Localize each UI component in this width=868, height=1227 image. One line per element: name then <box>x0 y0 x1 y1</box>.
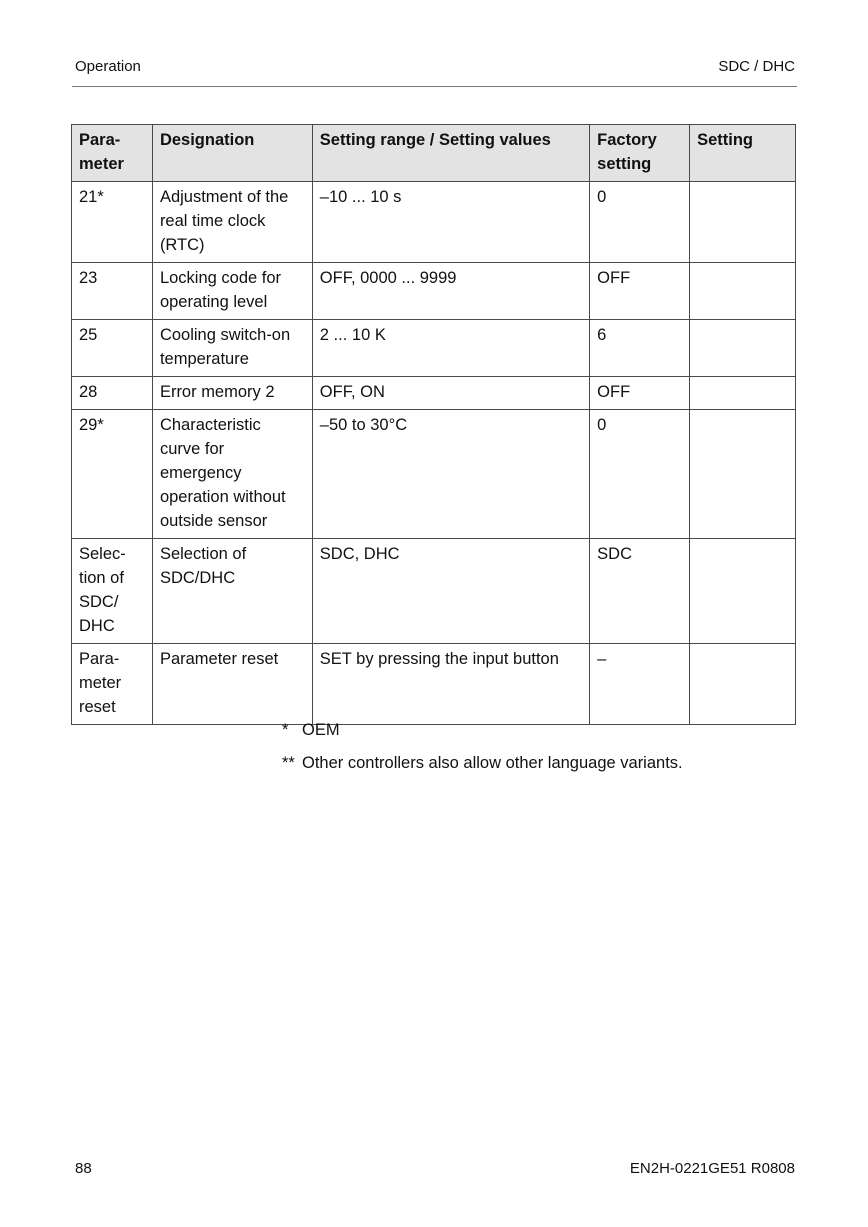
table-row <box>72 410 796 539</box>
cell-designation: Parameter reset <box>152 644 312 725</box>
cell-designation: Cooling switch-on temperature <box>152 320 312 377</box>
cell-parameter: 21* <box>72 182 153 263</box>
product-name: SDC / DHC <box>718 58 795 75</box>
header-setting-range: Setting range / Setting values <box>312 125 589 182</box>
cell-setting-range: –10 ... 10 s <box>312 182 589 263</box>
cell-parameter: 29* <box>72 410 153 539</box>
parameter-table <box>71 124 796 725</box>
cell-designation: Selection of SDC/DHC <box>152 539 312 644</box>
cell-setting <box>690 539 796 644</box>
cell-designation: Adjustment of the real time clock (RTC) <box>152 182 312 263</box>
table-row <box>72 377 796 410</box>
table-row <box>72 182 796 263</box>
cell-factory-setting: 0 <box>590 182 690 263</box>
table-row <box>72 539 796 644</box>
header-designation: Designation <box>152 125 312 182</box>
table-row <box>72 320 796 377</box>
cell-parameter: 28 <box>72 377 153 410</box>
cell-setting-range: SDC, DHC <box>312 539 589 644</box>
cell-factory-setting: 6 <box>590 320 690 377</box>
cell-setting-range: OFF, 0000 ... 9999 <box>312 263 589 320</box>
footnote-text: Other controllers also allow other language variants. <box>302 754 683 772</box>
cell-setting-range: OFF, ON <box>312 377 589 410</box>
cell-setting-range: –50 to 30°C <box>312 410 589 539</box>
cell-designation: Error memory 2 <box>152 377 312 410</box>
page-footer <box>74 1160 795 1180</box>
table-header-row <box>72 125 796 182</box>
footnote-mark: * <box>282 721 289 739</box>
cell-designation: Locking code for operating level <box>152 263 312 320</box>
cell-parameter: 25 <box>72 320 153 377</box>
header-divider <box>72 86 797 87</box>
cell-setting <box>690 410 796 539</box>
document-code: EN2H-0221GE51 R0808 <box>629 1160 795 1177</box>
cell-setting <box>690 377 796 410</box>
footnote-mark: ** <box>282 754 295 772</box>
cell-setting <box>690 263 796 320</box>
section-title: Operation <box>75 58 141 75</box>
cell-designation: Characteristic curve for emergency operation without outside sensor <box>152 410 312 539</box>
page-header <box>74 58 795 80</box>
table-row <box>72 644 796 725</box>
page-number: 88 <box>75 1160 92 1177</box>
header-setting: Setting <box>690 125 796 182</box>
footnote-text: OEM <box>302 721 340 739</box>
cell-setting <box>690 320 796 377</box>
table-row <box>72 263 796 320</box>
cell-factory-setting: – <box>590 644 690 725</box>
cell-factory-setting: SDC <box>590 539 690 644</box>
cell-setting <box>690 182 796 263</box>
header-parameter: Para- meter <box>72 125 153 182</box>
cell-setting <box>690 644 796 725</box>
cell-setting-range: SET by pressing the input button <box>312 644 589 725</box>
cell-parameter: Para- meter reset <box>72 644 153 725</box>
cell-factory-setting: OFF <box>590 377 690 410</box>
cell-parameter: 23 <box>72 263 153 320</box>
cell-factory-setting: OFF <box>590 263 690 320</box>
cell-setting-range: 2 ... 10 K <box>312 320 589 377</box>
cell-parameter: Selec- tion of SDC/ DHC <box>72 539 153 644</box>
cell-factory-setting: 0 <box>590 410 690 539</box>
header-factory-setting: Factory setting <box>590 125 690 182</box>
